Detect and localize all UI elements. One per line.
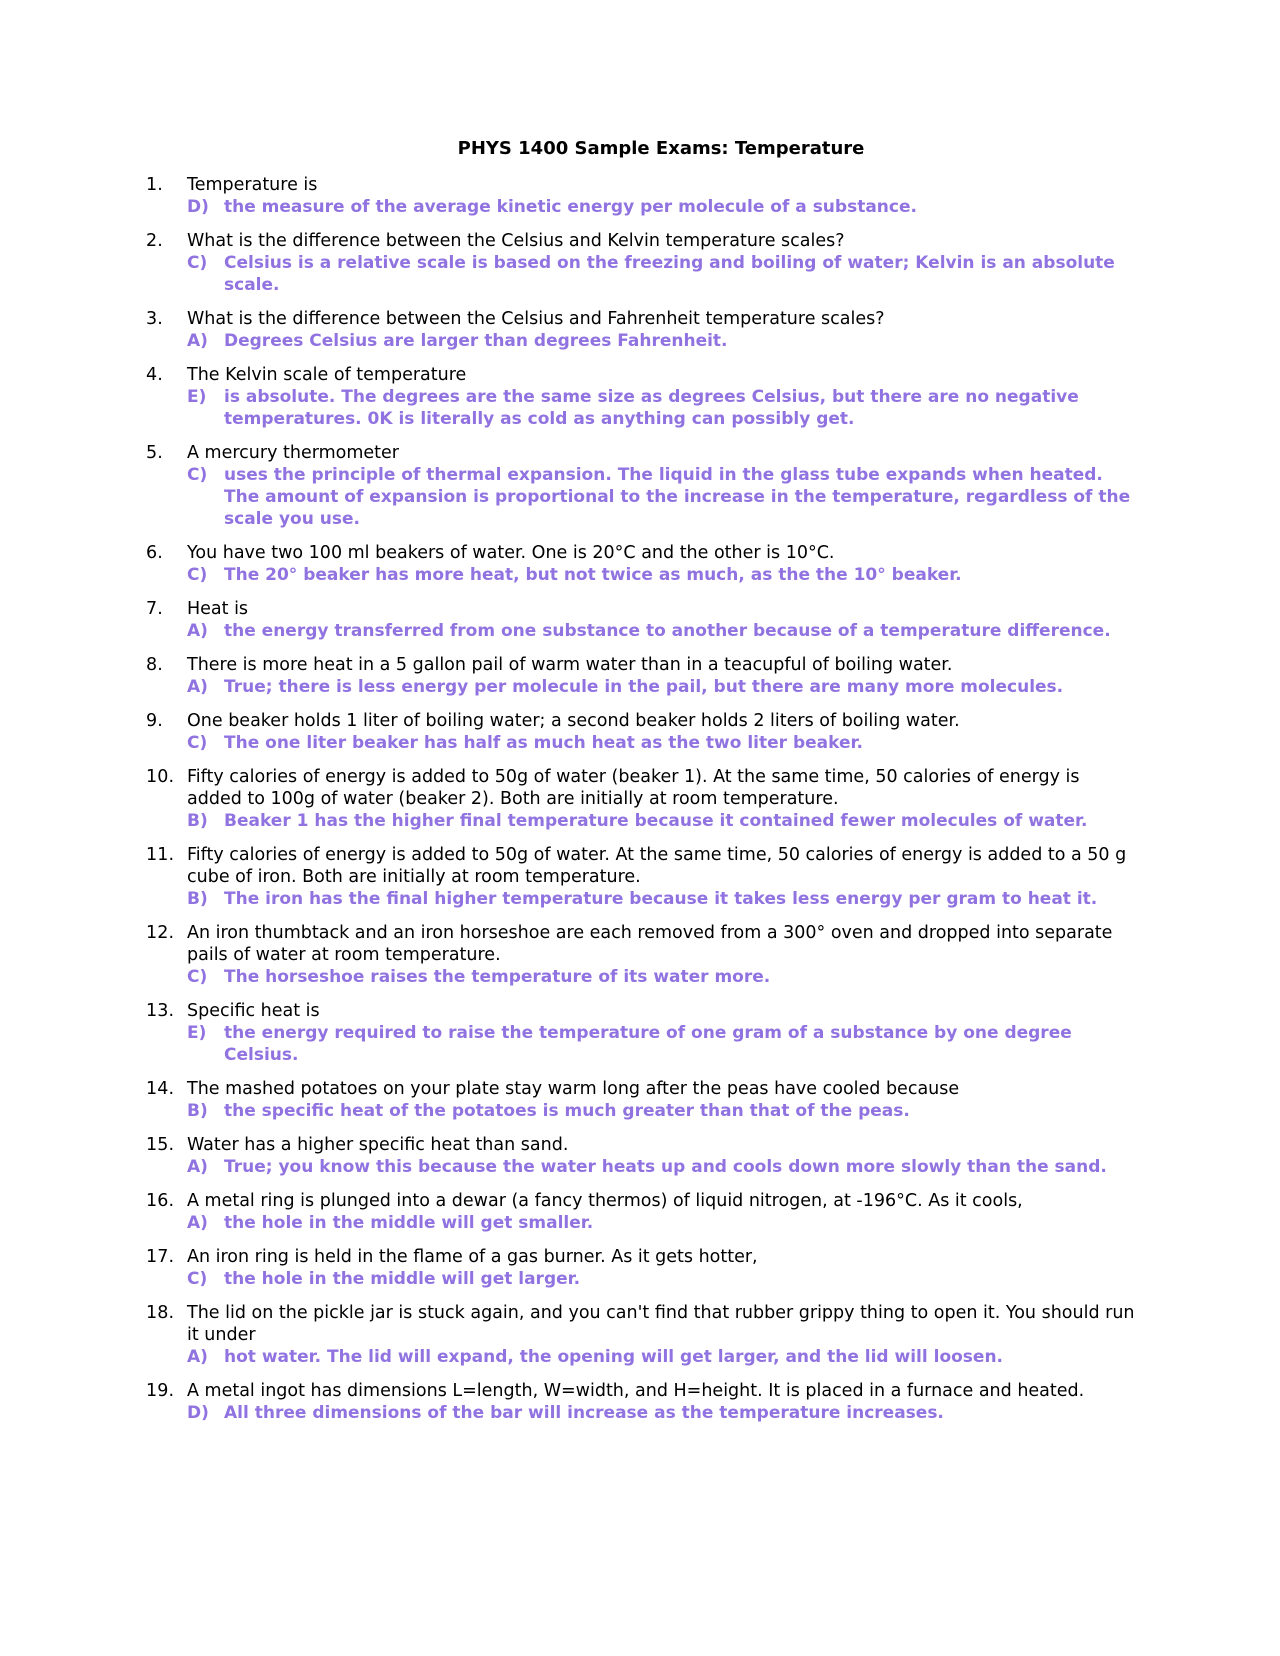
question-text: What is the difference between the Celsius and Kelvin temperature scales?: [187, 231, 845, 251]
question-number: 4.: [146, 365, 163, 385]
question-body: [187, 766, 1136, 832]
question-text: The lid on the pickle jar is stuck again, and you can't find that rubber grippy thing to open it. You should run it under: [187, 1303, 1135, 1345]
answer-text: hot water. The lid will expand, the opening will get larger, and the lid will loosen.: [224, 1347, 1004, 1367]
question-number: 7.: [146, 599, 163, 619]
question-text: There is more heat in a 5 gallon pail of warm water than in a teacupful of boiling water.: [187, 655, 953, 675]
question-number: 1.: [146, 175, 163, 195]
question-item: [146, 174, 1136, 218]
answer-letter: E): [187, 1023, 207, 1043]
question-body: [187, 1000, 1136, 1066]
question-body: [187, 442, 1136, 530]
question-item: [146, 922, 1136, 988]
answer: [187, 620, 1136, 642]
answer: [187, 732, 1136, 754]
question-item: [146, 542, 1136, 586]
question-text: A metal ring is plunged into a dewar (a fancy thermos) of liquid nitrogen, at -196°C. As it cools,: [187, 1191, 1023, 1211]
answer: [187, 252, 1136, 296]
question-number: 17.: [146, 1247, 175, 1267]
answer-text: The 20° beaker has more heat, but not twice as much, as the the 10° beaker.: [224, 565, 962, 585]
answer-letter: C): [187, 733, 208, 753]
question-number: 16.: [146, 1191, 175, 1211]
question-item: [146, 844, 1136, 910]
answer-text: The horseshoe raises the temperature of its water more.: [224, 967, 771, 987]
answer-text: the energy transferred from one substance to another because of a temperature difference.: [224, 621, 1111, 641]
question-text: Specific heat is: [187, 1001, 320, 1021]
answer: [187, 330, 1136, 352]
question-body: [187, 1134, 1136, 1178]
question-item: [146, 1134, 1136, 1178]
answer-letter: A): [187, 331, 208, 351]
answer-text: The iron has the final higher temperature because it takes less energy per gram to heat it.: [224, 889, 1098, 909]
answer-letter: A): [187, 1157, 208, 1177]
answer-letter: C): [187, 465, 208, 485]
question-number: 11.: [146, 845, 175, 865]
answer: [187, 810, 1136, 832]
question-item: [146, 230, 1136, 296]
answer-text: Degrees Celsius are larger than degrees Fahrenheit.: [224, 331, 728, 351]
answer-letter: B): [187, 1101, 208, 1121]
question-body: [187, 710, 1136, 754]
question-number: 14.: [146, 1079, 175, 1099]
question-text: The Kelvin scale of temperature: [187, 365, 467, 385]
answer: [187, 1156, 1136, 1178]
question-text: Temperature is: [187, 175, 318, 195]
answer-letter: A): [187, 1213, 208, 1233]
question-number: 13.: [146, 1001, 175, 1021]
question-number: 6.: [146, 543, 163, 563]
answer-letter: D): [187, 197, 209, 217]
answer-text: Celsius is a relative scale is based on the freezing and boiling of water; Kelvin is an absolute scale.: [224, 253, 1115, 295]
answer: [187, 196, 1136, 218]
answer: [187, 564, 1136, 586]
question-body: [187, 1190, 1136, 1234]
question-item: [146, 654, 1136, 698]
question-number: 8.: [146, 655, 163, 675]
question-body: [187, 1078, 1136, 1122]
answer-letter: B): [187, 889, 208, 909]
question-text: A mercury thermometer: [187, 443, 399, 463]
answer: [187, 1212, 1136, 1234]
answer-text: The one liter beaker has half as much heat as the two liter beaker.: [224, 733, 863, 753]
question-number: 3.: [146, 309, 163, 329]
question-number: 5.: [146, 443, 163, 463]
answer-text: the measure of the average kinetic energy per molecule of a substance.: [224, 197, 917, 217]
question-number: 19.: [146, 1381, 175, 1401]
answer-letter: C): [187, 565, 208, 585]
question-body: [187, 308, 1136, 352]
question-body: [187, 230, 1136, 296]
question-item: [146, 1246, 1136, 1290]
document-page: [146, 137, 1136, 1436]
answer-letter: A): [187, 1347, 208, 1367]
answer-text: All three dimensions of the bar will increase as the temperature increases.: [224, 1403, 944, 1423]
answer-text: is absolute. The degrees are the same size as degrees Celsius, but there are no negative temperatures. 0K is literally as cold as anything can possibly get.: [224, 387, 1079, 429]
question-text: Fifty calories of energy is added to 50g of water (beaker 1). At the same time, 50 calories of energy is added to 100g of water (beaker 2). Both are initially at room temperature.: [187, 767, 1080, 809]
answer-text: the hole in the middle will get smaller.: [224, 1213, 594, 1233]
question-item: [146, 710, 1136, 754]
question-item: [146, 1078, 1136, 1122]
answer-text: the specific heat of the potatoes is much greater than that of the peas.: [224, 1101, 910, 1121]
question-body: [187, 1302, 1136, 1368]
answer: [187, 1346, 1136, 1368]
answer-letter: C): [187, 253, 208, 273]
answer-text: True; there is less energy per molecule in the pail, but there are many more molecules.: [224, 677, 1064, 697]
answer: [187, 1402, 1136, 1424]
question-number: 12.: [146, 923, 175, 943]
question-body: [187, 844, 1136, 910]
question-text: Fifty calories of energy is added to 50g of water. At the same time, 50 calories of energy is added to a 50 g cube of iron. Both are initially at room temperature.: [187, 845, 1127, 887]
answer-letter: A): [187, 677, 208, 697]
answer-letter: D): [187, 1403, 209, 1423]
answer: [187, 888, 1136, 910]
question-text: You have two 100 ml beakers of water. One is 20°C and the other is 10°C.: [187, 543, 835, 563]
question-text: An iron thumbtack and an iron horseshoe are each removed from a 300° oven and dropped into separate pails of water at room temperature.: [187, 923, 1113, 965]
question-number: 2.: [146, 231, 163, 251]
answer-letter: B): [187, 811, 208, 831]
answer: [187, 1268, 1136, 1290]
question-number: 18.: [146, 1303, 175, 1323]
question-number: 15.: [146, 1135, 175, 1155]
question-body: [187, 174, 1136, 218]
answer: [187, 1100, 1136, 1122]
question-item: [146, 766, 1136, 832]
question-item: [146, 1302, 1136, 1368]
page-title: PHYS 1400 Sample Exams: Temperature: [457, 138, 865, 159]
answer-letter: E): [187, 387, 207, 407]
question-body: [187, 922, 1136, 988]
answer-text: the energy required to raise the temperature of one gram of a substance by one degree Celsius.: [224, 1023, 1072, 1065]
question-text: Water has a higher specific heat than sand.: [187, 1135, 569, 1155]
question-item: [146, 308, 1136, 352]
answer-letter: A): [187, 621, 208, 641]
question-body: [187, 542, 1136, 586]
question-item: [146, 1190, 1136, 1234]
answer-text: True; you know this because the water heats up and cools down more slowly than the sand.: [224, 1157, 1107, 1177]
answer: [187, 1022, 1136, 1066]
question-body: [187, 364, 1136, 430]
question-text: An iron ring is held in the flame of a gas burner. As it gets hotter,: [187, 1247, 758, 1267]
question-text: Heat is: [187, 599, 249, 619]
question-text: One beaker holds 1 liter of boiling water; a second beaker holds 2 liters of boiling water.: [187, 711, 960, 731]
question-number: 9.: [146, 711, 163, 731]
answer-text: uses the principle of thermal expansion. The liquid in the glass tube expands when heated. The amount of expansion is proportional to the increase in the temperature, regardless of the scale you use.: [224, 465, 1131, 529]
answer-text: Beaker 1 has the higher final temperature because it contained fewer molecules of water.: [224, 811, 1088, 831]
answer: [187, 464, 1136, 530]
question-body: [187, 598, 1136, 642]
answer-letter: C): [187, 967, 208, 987]
answer-letter: C): [187, 1269, 208, 1289]
answer: [187, 386, 1136, 430]
question-text: What is the difference between the Celsius and Fahrenheit temperature scales?: [187, 309, 885, 329]
answer: [187, 676, 1136, 698]
question-body: [187, 1380, 1136, 1424]
question-item: [146, 442, 1136, 530]
question-body: [187, 1246, 1136, 1290]
question-item: [146, 1000, 1136, 1066]
question-list: [146, 174, 1136, 1424]
question-item: [146, 598, 1136, 642]
answer-text: the hole in the middle will get larger.: [224, 1269, 581, 1289]
question-number: 10.: [146, 767, 175, 787]
question-item: [146, 1380, 1136, 1424]
question-item: [146, 364, 1136, 430]
question-body: [187, 654, 1136, 698]
answer: [187, 966, 1136, 988]
question-text: The mashed potatoes on your plate stay warm long after the peas have cooled because: [187, 1079, 960, 1099]
question-text: A metal ingot has dimensions L=length, W=width, and H=height. It is placed in a furnace and heated.: [187, 1381, 1085, 1401]
